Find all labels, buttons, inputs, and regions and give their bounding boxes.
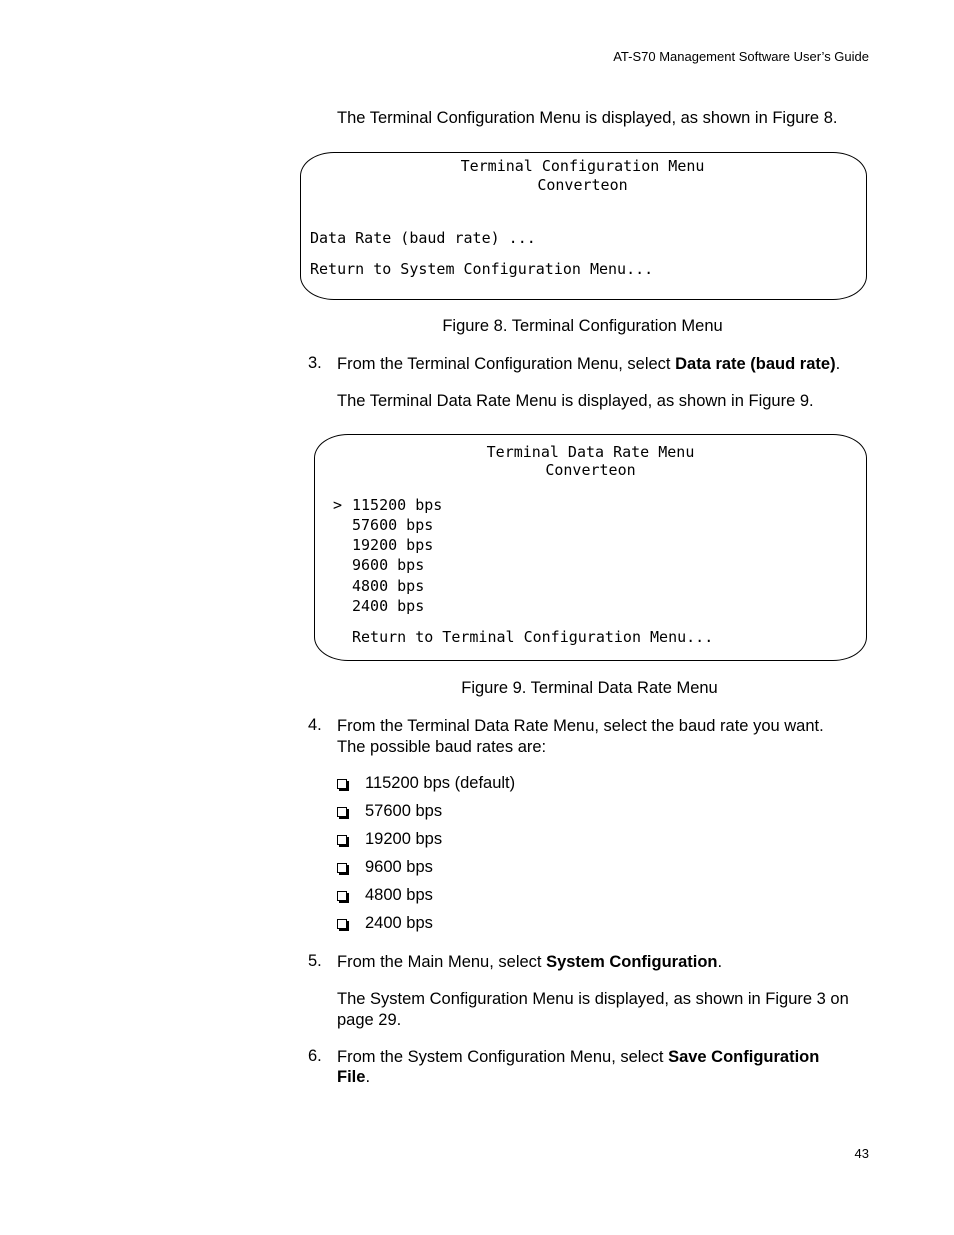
step4-line1: From the Terminal Data Rate Menu, select the baud rate you want. bbox=[337, 717, 824, 735]
checkbox-bullet-icon bbox=[337, 891, 347, 901]
figure9-subtitle: Converteon bbox=[545, 461, 636, 479]
bullet-item: 115200 bps (default) bbox=[365, 774, 516, 792]
figure8-item-return: Return to System Configuration Menu... bbox=[310, 260, 654, 278]
step5-text-before: From the Main Menu, select bbox=[337, 953, 547, 971]
step6-bold2: File bbox=[337, 1068, 366, 1086]
step3-follow: The Terminal Data Rate Menu is displayed, as shown in Figure 9. bbox=[337, 392, 814, 410]
step5-number: 5. bbox=[308, 952, 322, 970]
step3-number: 3. bbox=[308, 354, 322, 372]
bullet-item: 57600 bps bbox=[365, 802, 443, 820]
step6-line1 bbox=[337, 1047, 819, 1068]
step4-number: 4. bbox=[308, 716, 322, 734]
step5-bold: System Configuration bbox=[546, 953, 718, 971]
bullet-item: 9600 bps bbox=[365, 858, 433, 876]
page-number: 43 bbox=[854, 1146, 869, 1161]
step3-bold: Data rate (baud rate) bbox=[675, 355, 836, 373]
figure9-rate-4800: 4800 bps bbox=[352, 577, 425, 595]
step3-text-after: . bbox=[835, 355, 841, 373]
checkbox-bullet-icon bbox=[337, 919, 347, 929]
step4-line2: The possible baud rates are: bbox=[337, 738, 547, 756]
running-header: AT-S70 Management Software User’s Guide bbox=[613, 49, 869, 64]
figure9-rate-57600: 57600 bps bbox=[352, 516, 434, 534]
figure8-subtitle: Converteon bbox=[537, 176, 628, 194]
step6-text-after: . bbox=[365, 1068, 371, 1086]
figure9-title: Terminal Data Rate Menu bbox=[486, 443, 695, 461]
figure8-caption: Figure 8. Terminal Configuration Menu bbox=[442, 317, 723, 335]
checkbox-bullet-icon bbox=[337, 835, 347, 845]
figure9-cursor: > bbox=[333, 496, 343, 514]
step6-line2 bbox=[337, 1067, 370, 1088]
step6-text-before: From the System Configuration Menu, select bbox=[337, 1048, 669, 1066]
step5-text-after: . bbox=[717, 953, 723, 971]
figure9-rate-115200: 115200 bps bbox=[352, 496, 443, 514]
figure9-rate-9600: 9600 bps bbox=[352, 556, 425, 574]
step6-bold1: Save Configuration bbox=[668, 1048, 820, 1066]
intro-paragraph: The Terminal Configuration Menu is displayed, as shown in Figure 8. bbox=[337, 109, 838, 127]
checkbox-bullet-icon bbox=[337, 779, 347, 789]
figure9-terminal-box bbox=[314, 434, 867, 661]
figure9-rate-19200: 19200 bps bbox=[352, 536, 434, 554]
checkbox-bullet-icon bbox=[337, 807, 347, 817]
checkbox-bullet-icon bbox=[337, 863, 347, 873]
step6-number: 6. bbox=[308, 1047, 322, 1065]
step5-follow-line2: page 29. bbox=[337, 1011, 402, 1029]
figure8-terminal-box bbox=[300, 152, 867, 300]
figure9-rate-2400: 2400 bps bbox=[352, 597, 425, 615]
bullet-item: 2400 bps bbox=[365, 914, 433, 932]
step5-follow-line1: The System Configuration Menu is displayed, as shown in Figure 3 on bbox=[337, 990, 849, 1008]
step3-text-before: From the Terminal Configuration Menu, select bbox=[337, 355, 676, 373]
bullet-item: 4800 bps bbox=[365, 886, 433, 904]
figure9-return: Return to Terminal Configuration Menu... bbox=[352, 628, 714, 646]
figure8-item-data-rate: Data Rate (baud rate) ... bbox=[310, 229, 536, 247]
figure8-title: Terminal Configuration Menu bbox=[460, 157, 705, 175]
step5-text bbox=[337, 952, 722, 973]
figure9-caption: Figure 9. Terminal Data Rate Menu bbox=[461, 679, 718, 697]
step3-text bbox=[337, 354, 840, 375]
bullet-item: 19200 bps bbox=[365, 830, 443, 848]
